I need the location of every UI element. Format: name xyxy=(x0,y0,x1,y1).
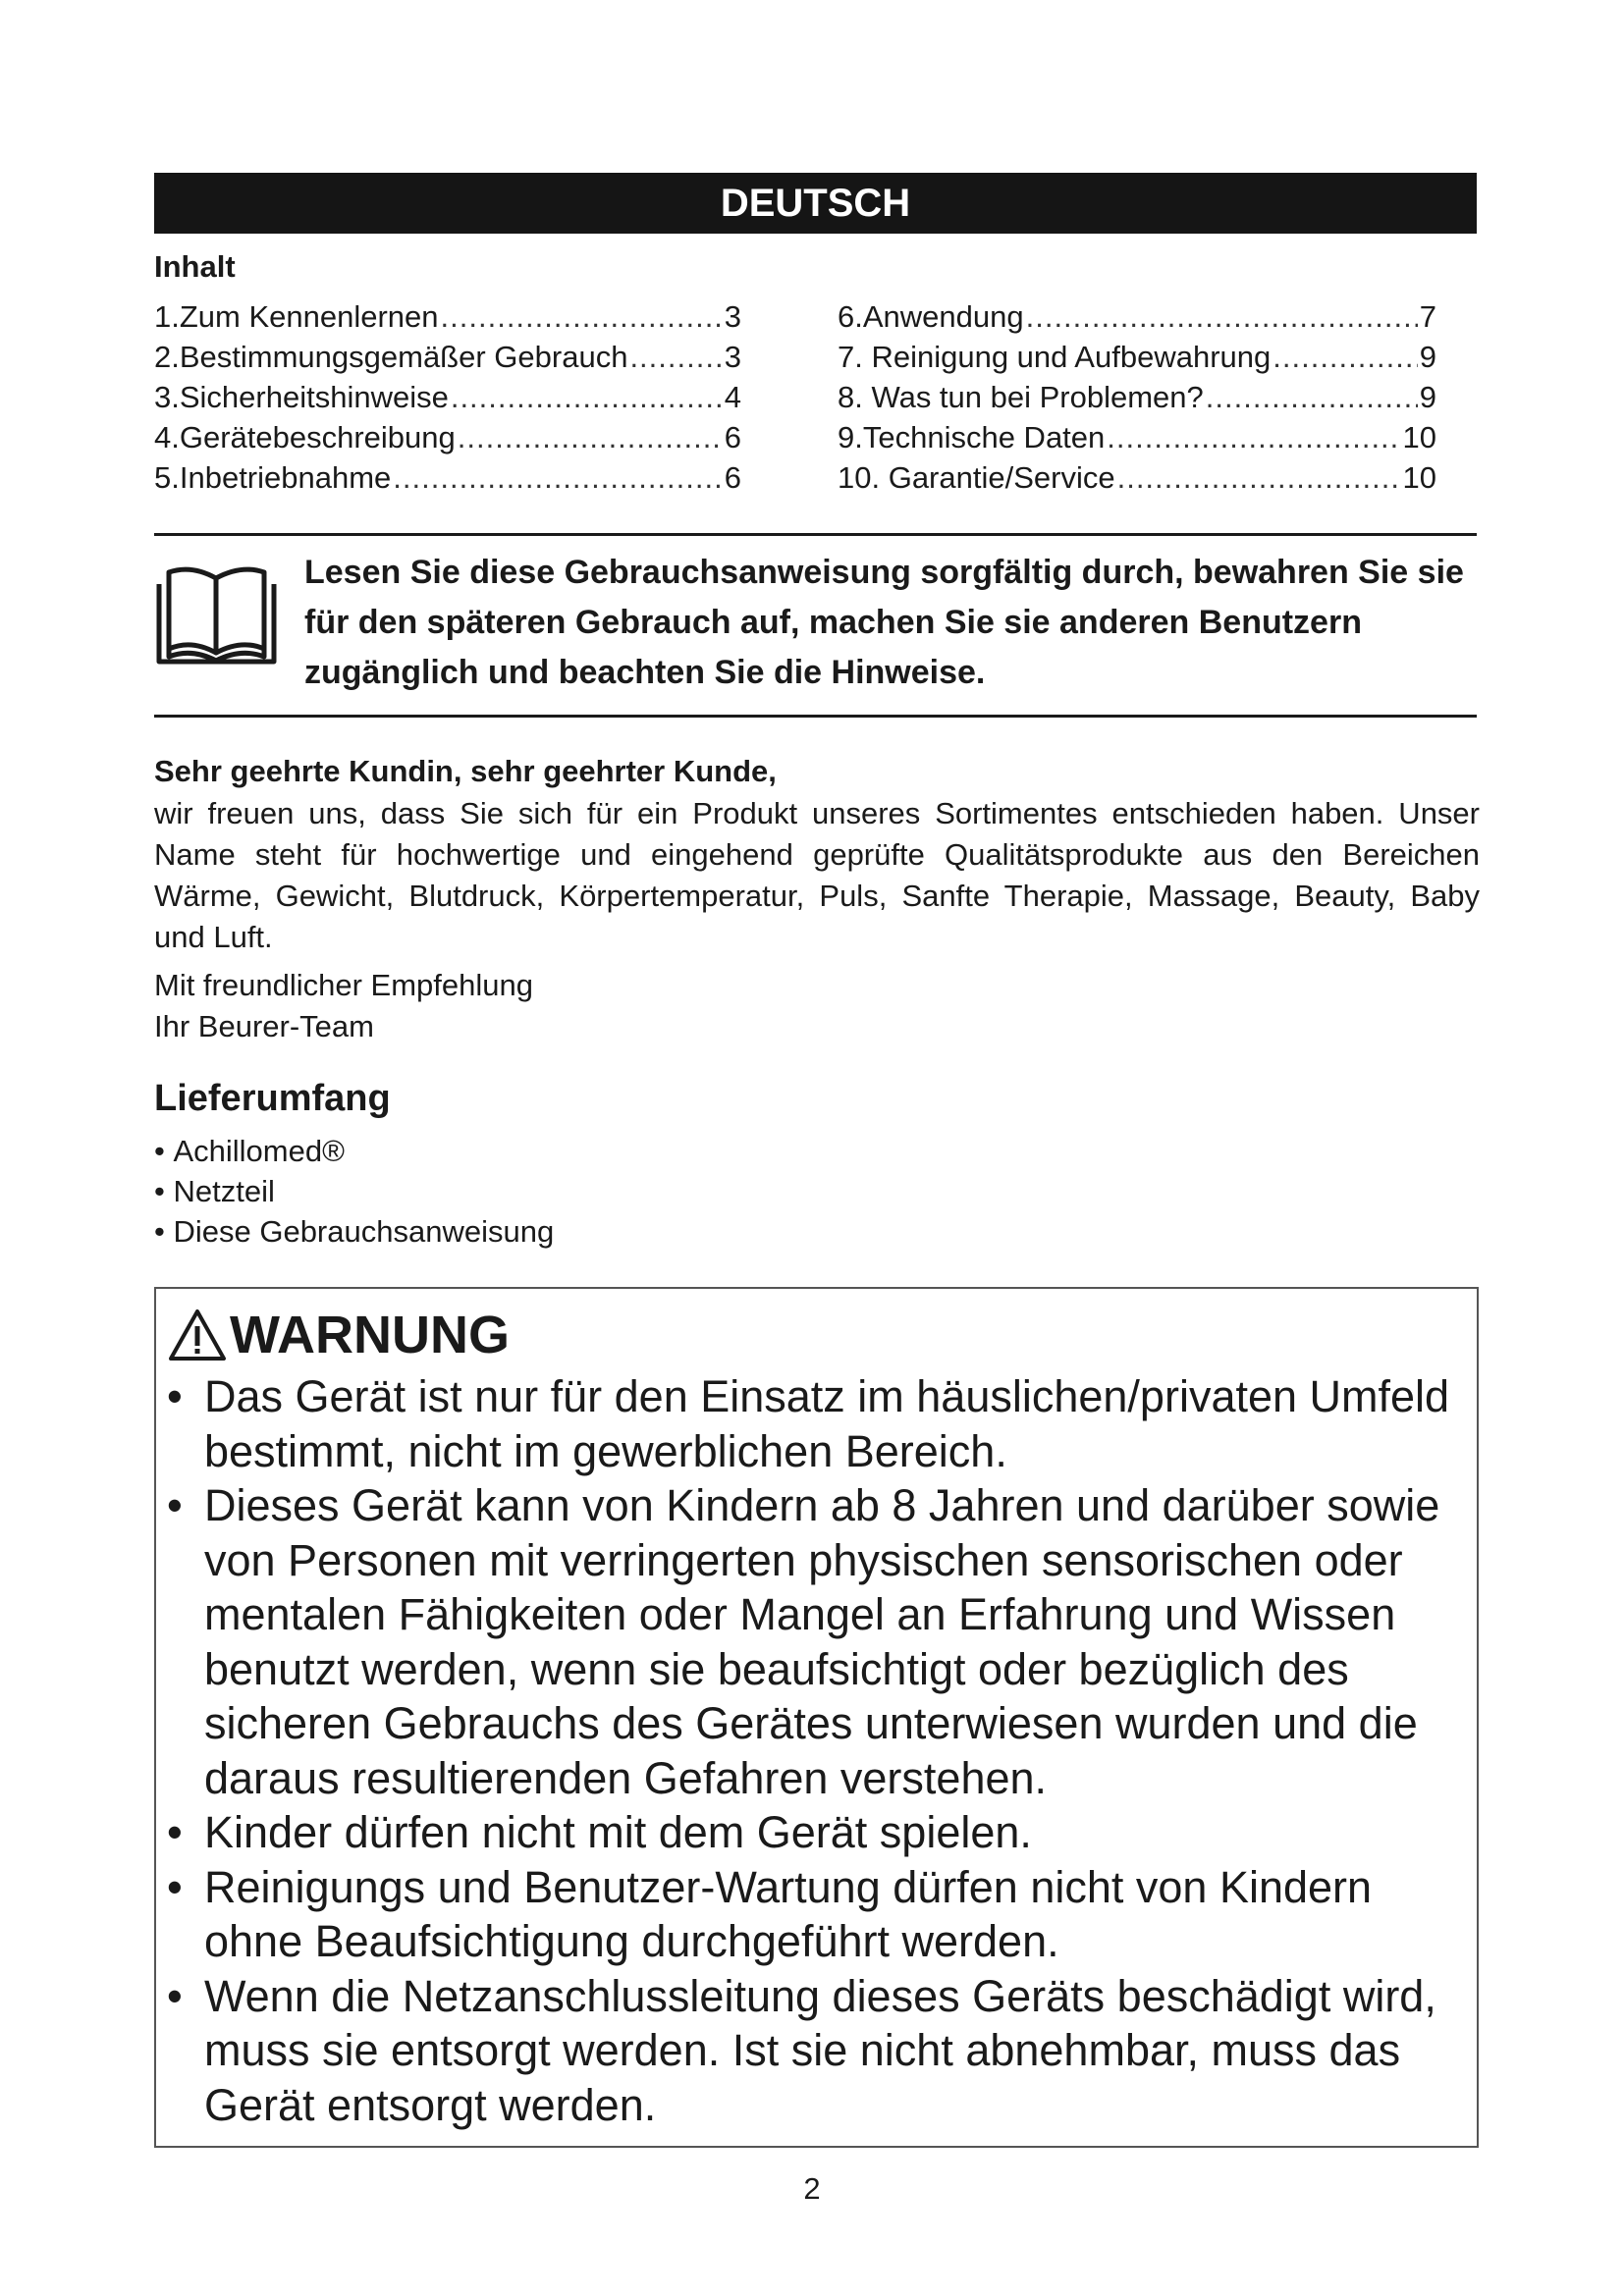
toc-entry[interactable] xyxy=(154,457,741,498)
toc-leader xyxy=(1117,457,1401,498)
toc-leader xyxy=(451,377,723,417)
toc-entry-page: 3 xyxy=(724,299,741,334)
bullet: • xyxy=(167,1970,183,2021)
toc-entry-label: 6.Anwendung xyxy=(838,299,1024,334)
toc-leader xyxy=(1026,296,1418,337)
toc-heading: Inhalt xyxy=(154,249,236,284)
closing-line: Mit freundlicher Empfehlung xyxy=(154,968,533,1002)
toc-entry-label: 4.Gerätebeschreibung xyxy=(154,420,456,454)
bullet: • xyxy=(167,1807,183,1857)
toc-leader xyxy=(629,337,722,377)
intro-paragraph: wir freuen uns, dass Sie sich für ein Produkt unseres Sortimentes entschieden haben. Unser Name steht für hochwertige und eingehend geprüfte Qualitätsprodukte aus den Bereichen Wärme, Gewicht, Blutdruck, Körpertemperatur, Puls, Sanfte Therapie, Massage, Beauty, Baby und Luft. xyxy=(154,796,1480,954)
list-item: • Diese Gebrauchsanweisung xyxy=(154,1211,554,1252)
toc-entry-page: 9 xyxy=(1419,380,1436,414)
scope-list xyxy=(154,1131,554,1252)
warning-item xyxy=(167,1860,1473,1969)
toc-entry-page: 10 xyxy=(1402,460,1436,495)
book-icon xyxy=(155,562,278,666)
warning-item xyxy=(167,1478,1473,1805)
divider xyxy=(154,533,1477,536)
list-item: • Netzteil xyxy=(154,1171,554,1211)
toc-entry[interactable] xyxy=(838,457,1436,498)
toc-entry-label: 7. Reinigung und Aufbewahrung xyxy=(838,340,1272,374)
toc-entry[interactable] xyxy=(838,417,1436,457)
warning-list xyxy=(167,1369,1473,2132)
toc-entry[interactable] xyxy=(154,296,741,337)
toc-leader xyxy=(1272,337,1418,377)
toc-leader xyxy=(458,417,723,457)
warning-item xyxy=(167,1805,1473,1860)
toc-leader xyxy=(1107,417,1400,457)
toc-entry-page: 3 xyxy=(724,340,741,374)
divider xyxy=(154,715,1477,718)
toc-entry[interactable] xyxy=(154,377,741,417)
toc-entry-page: 6 xyxy=(724,460,741,495)
bullet: • xyxy=(167,1371,183,1421)
toc-leader xyxy=(1206,377,1418,417)
toc-entry-label: 9.Technische Daten xyxy=(838,420,1106,454)
toc-entry[interactable] xyxy=(154,417,741,457)
toc-entry-page: 6 xyxy=(724,420,741,454)
toc-entry-page: 9 xyxy=(1419,340,1436,374)
list-item: • Achillomed® xyxy=(154,1131,554,1171)
warning-item-text: Reinigungs und Benutzer-Wartung dürfen nicht von Kindern ohne Beaufsichtigung durchgeführt werden. xyxy=(204,1861,1373,1966)
toc-entry[interactable] xyxy=(838,337,1436,377)
toc-entry[interactable] xyxy=(154,337,741,377)
page-number: 2 xyxy=(803,2171,821,2206)
bullet: • xyxy=(167,1480,183,1530)
toc-entry-label: 5.Inbetriebnahme xyxy=(154,460,392,495)
warning-heading xyxy=(167,1304,510,1366)
toc-entry-page: 10 xyxy=(1402,420,1436,454)
toc-leader xyxy=(393,457,722,498)
closing-signature: Ihr Beurer-Team xyxy=(154,1009,374,1043)
warning-item-text: Kinder dürfen nicht mit dem Gerät spielen. xyxy=(204,1807,1032,1857)
toc-entry-label: 10. Garantie/Service xyxy=(838,460,1115,495)
toc-entry[interactable] xyxy=(838,296,1436,337)
toc-entry-label: 3.Sicherheitshinweise xyxy=(154,380,449,414)
greeting: Sehr geehrte Kundin, sehr geehrter Kunde, xyxy=(154,754,777,788)
toc-entry-label: 2.Bestimmungsgemäßer Gebrauch xyxy=(154,340,628,374)
toc-right-column xyxy=(838,296,1436,498)
warning-item xyxy=(167,1969,1473,2133)
warning-item-text: Dieses Gerät kann von Kindern ab 8 Jahren und darüber sowie von Personen mit verringerten physischen sensorischen oder mentalen Fähigkeiten oder Mangel an Erfahrung und Wissen benutzt werden, wenn sie beaufsichtigt oder bezüglich des sicheren Gebrauchs des Gerätes unterwiesen wurden und die daraus resultierenden Gefahren verstehen. xyxy=(204,1480,1440,1803)
toc-leader xyxy=(441,296,723,337)
bullet: • xyxy=(167,1861,183,1912)
toc-entry[interactable] xyxy=(838,377,1436,417)
warning-item-text: Wenn die Netzanschlussleitung dieses Geräts beschädigt wird, muss sie entsorgt werden. Ist sie nicht abnehmbar, muss das Gerät entsorgt werden. xyxy=(204,1970,1436,2130)
toc-entry-page: 7 xyxy=(1419,299,1436,334)
warning-triangle-icon xyxy=(167,1308,228,1362)
toc-left-column xyxy=(154,296,741,498)
toc-entry-label: 8. Was tun bei Problemen? xyxy=(838,380,1204,414)
language-header: DEUTSCH xyxy=(154,173,1477,234)
warning-item xyxy=(167,1369,1473,1478)
toc-entry-page: 4 xyxy=(724,380,741,414)
toc-entry-label: 1.Zum Kennenlernen xyxy=(154,299,439,334)
warning-title: WARNUNG xyxy=(230,1306,510,1364)
closing xyxy=(154,965,533,1047)
warning-item-text: Das Gerät ist nur für den Einsatz im häuslichen/privaten Umfeld bestimmt, nicht im gewerblichen Bereich. xyxy=(204,1371,1450,1476)
scope-heading: Lieferumfang xyxy=(154,1078,391,1119)
read-instructions-notice: Lesen Sie diese Gebrauchsanweisung sorgfältig durch, bewahren Sie sie für den späteren Gebrauch auf, machen Sie sie anderen Benutzern zugänglich und beachten Sie die Hinweise. xyxy=(304,554,1464,691)
